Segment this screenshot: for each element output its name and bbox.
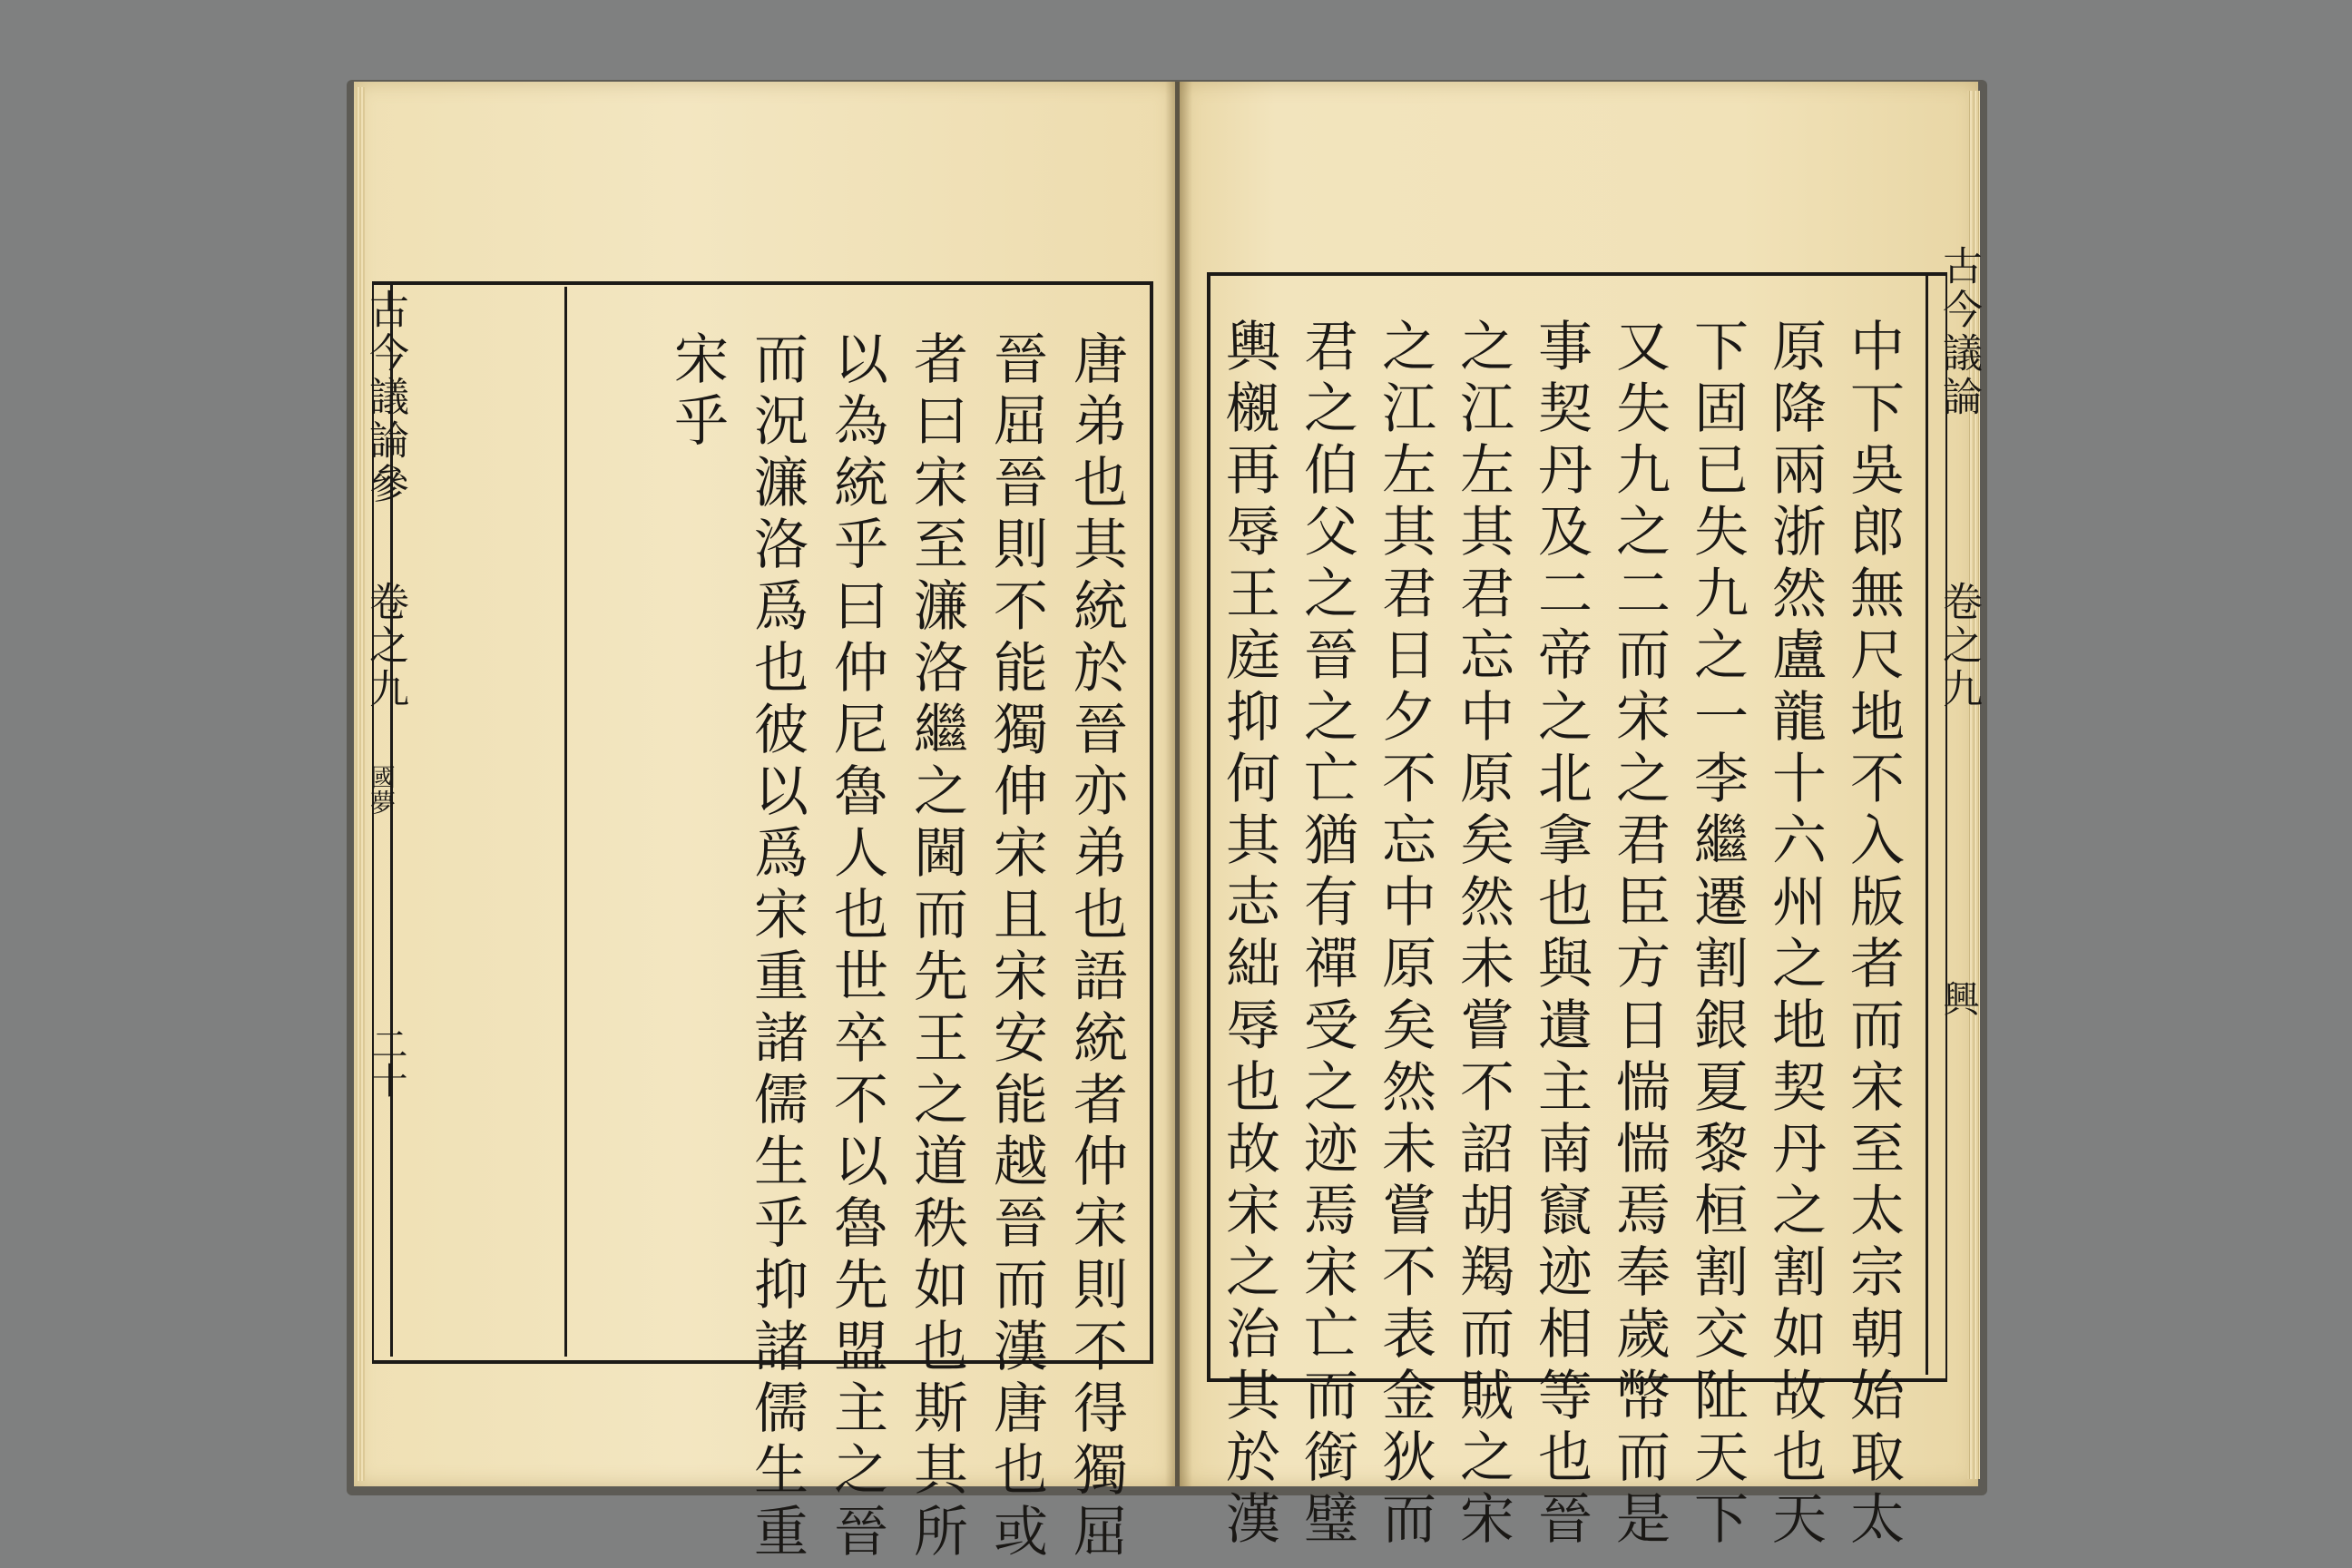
right-margin-title: 古今議論 — [1936, 245, 1982, 419]
left-text-column-3: 者曰宋至濂洛繼之閫而先王之道秩如也斯其所 — [905, 330, 968, 1564]
left-text-column-1: 唐弟也其統於晉亦弟也語統者仲宋則不得獨屈 — [1064, 330, 1128, 1564]
left-folio-number: 二十 — [366, 1025, 407, 1098]
right-text-column-9: 輿櫬再辱王庭抑何其志絀辱也故宋之治其於漢 — [1217, 318, 1280, 1552]
left-text-column-4: 以為統乎曰仲尼魯人也世卒不以魯先盟主之晉 — [825, 330, 888, 1564]
right-margin-rule — [1926, 272, 1928, 1375]
right-text-column-8: 君之伯父之晉之亡猶有禪受之迹焉宋亡而銜璧 — [1295, 318, 1358, 1552]
right-text-column-1: 中下吳郎無尺地不入版者而宋至太宗朝始取太 — [1841, 318, 1905, 1552]
right-text-column-6: 之江左其君忘中原矣然未嘗不詔胡羯而賊之宋 — [1451, 318, 1514, 1552]
right-folio-mark: 興 — [1937, 980, 1979, 1016]
right-text-column-5: 事契丹及二帝之北拿也與遺主南竄迹相等也晉 — [1529, 318, 1592, 1552]
right-margin-volume: 卷之九 — [1936, 581, 1982, 711]
right-text-column-3: 下固已失九之一李繼遷割銀夏黎桓割交阯天下 — [1685, 318, 1749, 1552]
left-margin-volume: 卷之九 — [362, 581, 408, 711]
left-text-column-5: 而況濂洛爲也彼以爲宋重諸儒生乎抑諸儒生重 — [745, 330, 808, 1564]
right-text-column-7: 之江左其君日夕不忘中原矣然未嘗不表金狄而 — [1373, 318, 1436, 1552]
right-text-column-4: 又失九之二而宋之君臣方日惴惴焉奉歲幣而是 — [1607, 318, 1671, 1552]
left-margin-subtitle: 國夢 — [367, 764, 397, 815]
left-text-column-2: 晉屈晉則不能獨伸宋且宋安能越晉而漢唐也或 — [985, 330, 1048, 1564]
book-gutter — [1165, 82, 1192, 1486]
left-margin-title: 古今議論參 — [362, 289, 408, 506]
right-text-column-2: 原降兩浙然盧龍十六州之地契丹之割如故也天 — [1763, 318, 1827, 1552]
left-text-rule — [564, 287, 567, 1357]
left-text-column-6: 宋乎 — [665, 330, 729, 454]
